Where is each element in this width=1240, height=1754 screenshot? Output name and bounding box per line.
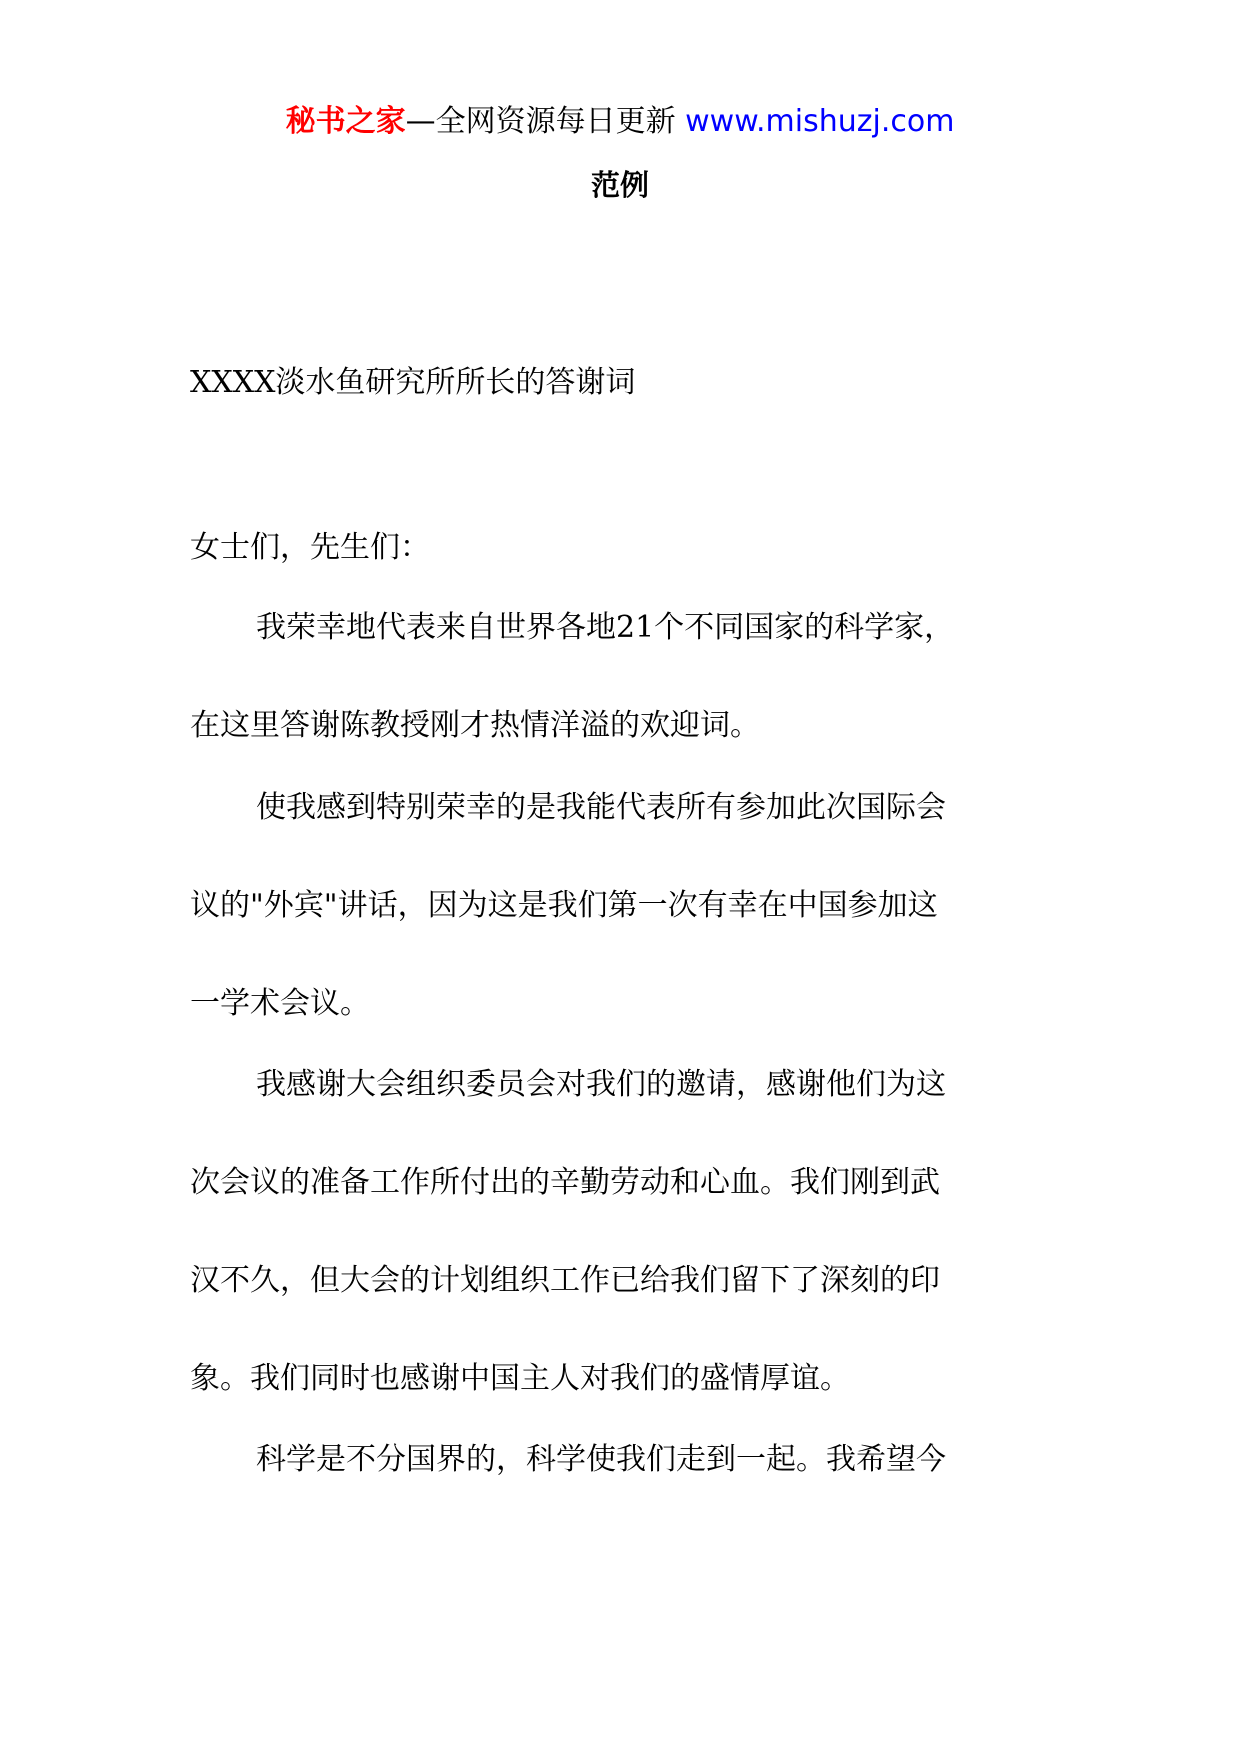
paragraph-line: 科学是不分国界的，科学使我们走到一起。我希望今 — [256, 1442, 946, 1477]
site-header — [0, 100, 1240, 144]
paragraph-line: 在这里答谢陈教授刚才热情洋溢的欢迎词。 — [190, 708, 760, 743]
site-name: 秘书之家 — [285, 104, 406, 139]
paragraph-line: 我荣幸地代表来自世界各地21个不同国家的科学家， — [256, 610, 955, 645]
paragraph-line: 议的"外宾"讲话，因为这是我们第一次有幸在中国参加这 — [190, 888, 938, 923]
paragraph-line: 次会议的准备工作所付出的辛勤劳动和心血。我们刚到武 — [190, 1165, 940, 1200]
site-tagline: —全网资源每日更新 — [405, 104, 686, 139]
paragraph-line: 使我感到特别荣幸的是我能代表所有参加此次国际会 — [256, 790, 946, 825]
document-title: XXXX淡水鱼研究所所长的答谢词 — [190, 365, 636, 400]
paragraph-line: 一学术会议。 — [190, 986, 370, 1021]
paragraph-line: 我感谢大会组织委员会对我们的邀请，感谢他们为这 — [256, 1067, 946, 1102]
paragraph-line: 汉不久，但大会的计划组织工作已给我们留下了深刻的印 — [190, 1263, 940, 1298]
sample-label: 范例 — [590, 168, 649, 202]
salutation: 女士们，先生们： — [190, 530, 430, 565]
site-url-link[interactable]: www.mishuzj.com — [685, 104, 955, 139]
paragraph-line: 象。我们同时也感谢中国主人对我们的盛情厚谊。 — [190, 1361, 850, 1396]
